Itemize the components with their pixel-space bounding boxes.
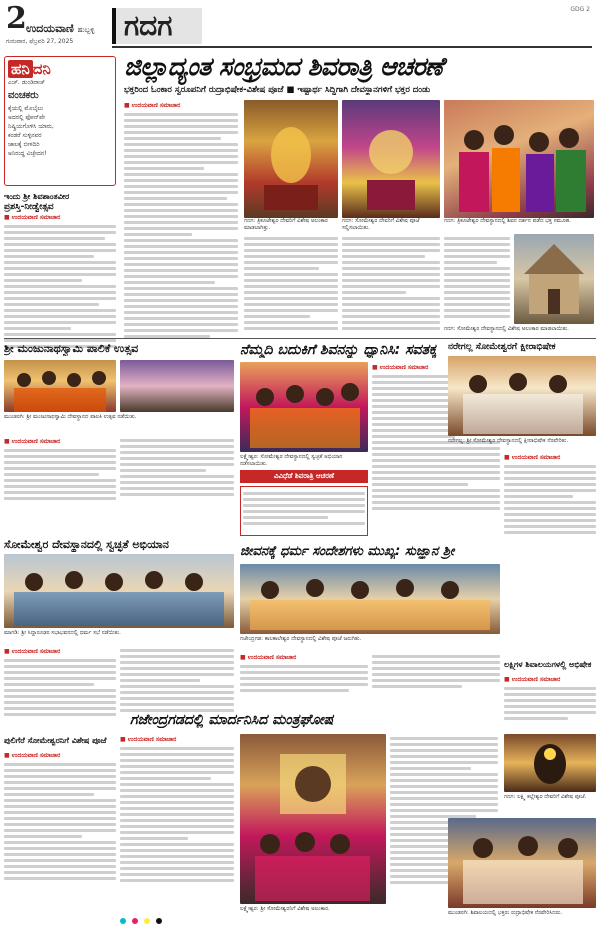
right-body [504,452,596,537]
lead-article-body-1 [124,100,238,341]
photo-caption: ಗದಗ: ತ್ರಿಕೂಟೇಶ್ವರ ದೇವರಿಗೆ ವಿಶೇಷ ಅಲಂಕಾರ ಮಾಡಲಾಗಿತ್ತು. [244,218,328,231]
bureau-tag: ■ ಉದಯವಾಣಿ ಸಮಾಚಾರ [4,214,61,221]
bureau-tag: ■ ಉದಯವಾಣಿ ಸಮಾಚಾರ [240,654,297,661]
palanquin-photo [4,360,116,412]
jeevana-headline: ಜೀವನಕ್ಕೆ ಧರ್ಮ ಸಂದೇಶಗಳು ಮುಖ್ಯ: ಸುಜ್ಞಾನ ಶ್ರೀ [240,544,455,559]
photo-caption: ಮಾಗಡಿ: ಶ್ರೀ ಸಿದ್ದಾರೂಢರ ಸಭಾಭವನದಲ್ಲಿ ಧರ್ಮ ಸಭೆ ನಡೆಯಿತು. [4,630,121,636]
photo-caption: ಗದಗ: ಲಕ್ಷ್ಮಿ ಕಲ್ಲೇಶ್ವರ ದೇವರಿಗೆ ವಿಶೇಷ ಪೂಜೆ. [504,794,587,800]
cleanliness-photo [4,554,234,628]
left-story-1-subhead: ಪ್ರಶಸ್ತಿ-ನೀಡ್ವೇತ್ಸವ [4,202,54,212]
district-name: ಗದಗ [112,8,202,44]
hanidani-title-a: ಹನಿ [8,60,33,78]
dateline: ಗುರುವಾರ, ಫೆಬ್ರವರಿ 27, 2025 [6,38,74,45]
bureau-tag: ■ ಉದಯವಾಣಿ ಸಮಾಚಾರ [4,752,61,759]
hanidani-title [8,60,112,78]
photo-caption: ನರೇಗಲ್ಲ: ಶ್ರೀ ಸೋಮೇಶ್ವರ ದೇವಸ್ಥಾನದಲ್ಲಿ ಕ್ಷೀರಾಭಿಷೇಕ ನೆರವೇರಿತು. [448,438,569,444]
left-story-1 [4,192,116,351]
page-code: GDG 2 [570,6,590,13]
jeevana-body-1 [240,652,368,695]
hanidani-keyword: ವಂಚಕರು [8,90,39,101]
dharma-sabha-photo [240,564,500,634]
photo-caption: ಗದಗ: ತ್ರಿಕೂಟೇಶ್ವರ ದೇವಸ್ಥಾನದಲ್ಲಿ ಶಿವನ ದರ್ಶನ ಪಡೆದ ಭಕ್ತ ಸಮೂಹ. [444,218,571,224]
poem-line: ಕೈಯಲ್ಲಿ ಮೊಬೈಲು [8,105,44,112]
gajendragad-headline: ಗಜೇಂದ್ರಗಡದಲ್ಲಿ ಮಾರ್ದನಿಸಿದ ಮಂತ್ರಘೋಷ [130,712,334,728]
shrine-photo-1 [244,100,338,218]
bureau-tag: ■ ಉದಯವಾಣಿ ಸಮಾಚಾರ [372,364,429,371]
pulige-body [4,750,116,883]
right-headline: ನರೇಗಲ್ಲ ಸೋಮೇಶ್ವರಗೆ ಕ್ಷೀರಾಭಿಷೇಕ [448,342,556,352]
bureau-tag: ■ ಉದಯವಾಣಿ ಸಮಾಚಾರ [4,438,61,445]
photo-caption: ಲಕ್ಷ್ಮೇಶ್ವರ: ಸೋಮೇಶ್ವರ ದೇವಸ್ಥಾನದಲ್ಲಿ ಸ್ವಚ್ಛತೆ ಅಭಿಯಾನ ನಡೆಸಲಾಯಿತು. [240,454,343,467]
lead-article-body-2 [244,234,338,333]
lead-headline: ಜಿಲ್ಲಾದ್ಯಂತ ಸಂಭ್ರಮದ ಶಿವರಾತ್ರಿ ಆಚರಣೆ [124,52,443,81]
abhisheka-photo [448,356,596,436]
paper-edition: ಹುಬ್ಬಳ್ಳಿ [77,26,95,34]
bureau-tag: ■ ಉದಯವಾಣಿ ಸಮಾಚಾರ [504,676,561,683]
left-story-1-headline: ಇಂದು ಶ್ರೀ ಶಿವಶಾಂತವೀರ [4,192,70,201]
photo-caption: ಮುಂಡರಗಿ: ಶ್ರೀ ಮಂಜುನಾಥಸ್ವಾಮಿ ದೇವಸ್ಥಾನದ ಪಾಲಕಿ ಉತ್ಸವ ನಡೆಯಿತು. [4,414,137,420]
shrine-photo-2 [342,100,440,218]
lead-subhead: ಭಕ್ತರಿಂದ ಓಂಕಾರ ಸ್ವರೂಪನಿಗೆ ರುದ್ರಾಭಿಷೇಕ-ವಿಶೇಷ ಪೂಜೆ ■ ಇಷ್ಟಾರ್ಥ ಸಿದ್ಧಿಗಾಗಿ ದೇವಸ್ಥಾನಗಳಿಗೆ ಭಕ್ತರ ದಂಡು [124,85,431,95]
devotees-photo-2 [120,360,234,412]
bureau-tag: ■ ಉದಯವಾಣಿ ಸಮಾಚಾರ [120,736,177,743]
someshwara-headline: ಸೋಮೇಶ್ವರ ದೇವಸ್ಥಾನದಲ್ಲಿ ಸ್ವಚ್ಛತೆ ಅಭಿಯಾನ [4,538,169,551]
photo-caption: ಗಜೇಂದ್ರಗಡ: ಕಾಲಕಾಲೇಶ್ವರ ದೇವಸ್ಥಾನದಲ್ಲಿ ವಿಶೇಷ ಪೂಜೆ ಜರುಗಿತು. [240,636,362,642]
newspaper-name [26,22,95,36]
manjunath-body-1 [4,436,116,503]
someshwara-body-2 [120,646,234,715]
hanidani-byline: ಎಚ್. ಡುಂಡಿರಾಜ್ [8,79,46,86]
page-number: 2 [6,1,27,36]
photo-caption: ಗದಗ: ಸೋಮೇಶ್ವರ ದೇವರಿಗೆ ವಿಶೇಷ ಪೂಜೆ ಸಲ್ಲಿಸಲಾಯಿತು. [342,218,420,231]
hanidani-column [4,56,116,186]
someshwara-body-1 [4,646,116,719]
bureau-tag: ■ ಉದಯವಾಣಿ ಸಮಾಚಾರ [4,648,61,655]
poem-line: ಅನಿರುದ್ಧ ವಿಚ್ಛೇದನ! [8,150,47,157]
article-body [4,225,116,348]
center-headline: ನೆಮ್ಮದಿ ಬದುಕಿಗೆ ಶಿವನನ್ನು ಧ್ಯಾನಿಸಿ: ಸವತಕ್ಕ [240,342,437,358]
photo-caption: ಗದಗ: ಸೋಮೇಶ್ವರ ದೇವಸ್ಥಾನದಲ್ಲಿ ವಿಶೇಷ ಅಲಂಕಾರ ಮಾಡಲಾಯಿತು. [444,326,569,332]
lead-article-body-4 [444,234,510,321]
registration-marks [120,918,162,924]
manjunath-headline: ಶ್ರೀ ಮಂಜುನಾಥಸ್ವಾಮಿ ಪಾಲಿಕೆ ಉತ್ಸವ [4,342,139,355]
gajendragad-temple-photo [240,734,386,904]
section-rule [4,338,596,339]
ceremony-photo [240,362,368,452]
shivaratri-box-body [240,486,368,536]
poem-line: ಅದರಲ್ಲಿ ಫೋನ್‌ಪೇ [8,114,45,121]
lead-story-header [124,52,594,95]
photo-caption: ಲಕ್ಷ್ಮೇಶ್ವರ: ಶ್ರೀ ಸೋಮೇಶ್ವರನಿಗೆ ವಿಶೇಷ ಅಲಂಕಾರ. [240,906,330,912]
hanidani-poem [8,104,112,158]
gajendragad-body-1 [120,734,234,885]
lakshmi-body [504,674,596,723]
bureau-tag: ■ ಉದಯವಾಣಿ ಸಮಾಚಾರ [124,102,181,109]
jeevana-body-2 [372,652,500,691]
poem-line: ಜಾಲಕ್ಕೆ ಬೀಳದಿರಿ [8,141,40,148]
shivaratri-box-title: ವಿವಿಧೆಡೆ ಶಿವರಾತ್ರಿ ಆಚರಣೆ [240,470,368,483]
temple-exterior-photo [514,234,594,324]
mundaragi-photo [448,818,596,908]
lead-article-body-3 [342,234,440,333]
bureau-tag: ■ ಉದಯವಾಣಿ ಸಮಾಚಾರ [504,454,561,461]
district-banner [112,4,592,48]
devotees-photo [444,100,594,218]
lakshmi-headline: ಲಕ್ಷ್ಮಿಗಳ ಶಿವಾಲಯಗಳಲ್ಲಿ ಅಭಿಷೇಕ [504,660,592,669]
photo-caption: ಮುಂಡರಗಿ: ಶಿವಾಲಯದಲ್ಲಿ ಭಕ್ತರು ರುದ್ರಾಭಿಷೇಕ ನೆರವೇರಿಸಿದರು. [448,910,563,916]
lakshmi-photo [504,734,596,792]
manjunath-body-2 [120,436,234,499]
pulige-headline: ಪುಲಿಗೆರೆ ಸೋಮೇಶ್ವರನಿಗೆ ವಿಶೇಷ ಪೂಜೆ [4,736,107,745]
poem-line: ನಿಷ್ಕ್ರಿಯಗೊಳಿಸಿ ಯಾರು, [8,123,54,130]
paper-name-text: ಉದಯವಾಣಿ [26,22,74,35]
hanidani-title-b: ದನಿ [32,60,51,78]
poem-line: ಕಂಡರೆ ಸುಳ್ಳಿನವರ [8,132,42,139]
